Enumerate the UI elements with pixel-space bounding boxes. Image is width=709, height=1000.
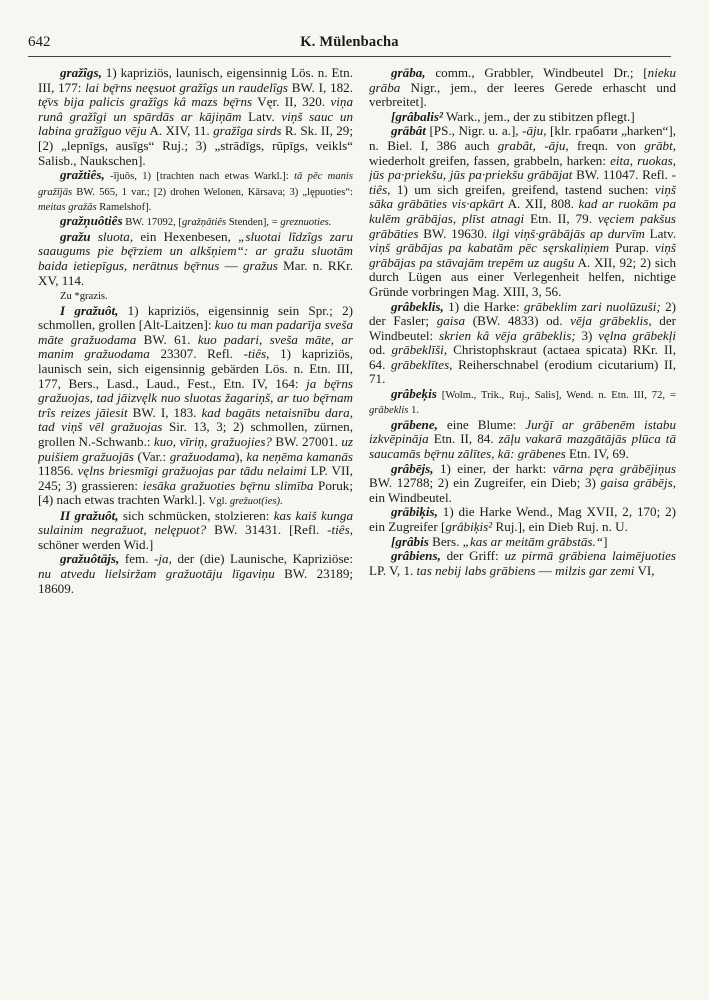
entry-text: tę̄vs bija palicis gražîgs kâ mazs bę̄rns xyxy=(38,94,253,110)
entry-text: sluota, xyxy=(97,228,134,244)
entry-text: grābeklīši, xyxy=(391,342,448,358)
entry-text: gaisa grābējs, xyxy=(600,475,676,491)
entry-text: ka neņēma kamanās xyxy=(246,448,353,464)
entry-text: grābeklītes, xyxy=(391,356,453,372)
entry-text: Bers. xyxy=(428,533,463,549)
entry-text: Vęr. II, 320. xyxy=(252,94,331,110)
entry-text: Jurğī ar grābenēm istabu izkvēpināja xyxy=(369,416,676,447)
entry-text: Purap. xyxy=(609,240,655,256)
entry-text: ein Hexenbesen, xyxy=(133,228,239,244)
entry-headword: grâbējs, xyxy=(391,460,434,476)
entry-text: BW. 27001. xyxy=(271,433,342,449)
entry-text: R. Sk. II, 29; [2) „lepnīgs, ausīgs“ Ruj.; 3) „strādīgs, rūpīgs, veikls“ Salisb., Naukschen]. xyxy=(38,123,353,168)
entry-headword: gražîgs, xyxy=(60,66,102,80)
entry-headword: grābene, xyxy=(391,416,438,432)
entry-text: [PS., Nigr. u. a.], xyxy=(425,123,523,139)
entry-text: tas nebij labs grābiens xyxy=(416,562,536,578)
entry-text: kad bagāts netaisnību dara, tad viņš vēl gražuojas xyxy=(38,404,353,435)
entry-text: vārna pęra grābējiņus xyxy=(552,460,676,476)
entry-text: vēja grābeklis, xyxy=(570,313,652,329)
entry-text: (Var.: xyxy=(133,448,170,464)
entry-text: Etn. II, 84. xyxy=(428,431,499,447)
entry-text: [klr. грабати „harken“], n. Biel. I, 386 auch xyxy=(369,123,676,153)
entry-text: iesāka gražuoties bę̄rnu slimība xyxy=(142,477,314,493)
dictionary-entry xyxy=(369,549,676,578)
entry-text: fem. xyxy=(119,551,155,567)
entry-text: -tiês, xyxy=(327,522,353,538)
entry-headword: grâbeklis, xyxy=(391,298,444,314)
entry-text: Ruj.], ein Dieb Ruj. n. U. xyxy=(492,519,628,535)
entry-text: — xyxy=(219,257,243,273)
header-rule xyxy=(28,56,671,57)
entry-text: Etn. IV, 69. xyxy=(565,446,629,462)
entry-text: A. XII, 92; 2) sich durch Lügen aus einer Verlegenheit helfen, nichtige Gründe vorbringen Mag. XIII, 3, 56. xyxy=(369,254,676,299)
entry-text: A. XIV, 11. xyxy=(146,123,214,139)
entry-text: kuo padari, sveša māte, ar manim gražuodama xyxy=(38,331,353,362)
entry-text: ), xyxy=(235,448,247,464)
entry-text: gražņâtiês xyxy=(181,217,227,229)
entry-text: eine Blume: xyxy=(437,416,526,432)
entry-text: Nigr., jem., der leeres Gerede erhascht und verbreitet]. xyxy=(369,79,676,110)
entry-text: gražîga sirds xyxy=(213,123,282,139)
entry-text: BW. I, 183. xyxy=(127,404,202,420)
entry-text: gražuodama xyxy=(169,448,236,464)
entry-text: 3) xyxy=(575,327,599,343)
dictionary-entry xyxy=(38,66,353,168)
entry-text: 1) die Harke Wend., Mag XVII, 2, 170; 2) ein Zugreifer [ xyxy=(369,504,676,535)
entry-text: tā pēc manis gražījās xyxy=(38,171,353,198)
dictionary-entry xyxy=(369,418,676,462)
entry-text: nu atvedu lielsiržam gražuotāju līgaviņu xyxy=(38,566,275,582)
entry-text: 23307. Refl. xyxy=(149,346,244,362)
entry-text: viņš grābājas pa kabatām pēc sęrskaliņiem xyxy=(369,240,610,256)
entry-text: vęciem pakšus grābāties xyxy=(369,210,676,241)
entry-text: milzis gar zemi xyxy=(555,562,635,578)
entry-text: vęlna grābekļi xyxy=(598,327,676,343)
dictionary-entry xyxy=(369,110,676,125)
entry-text: uz puišiem gražuojās xyxy=(38,433,353,464)
entry-text: Latv. xyxy=(241,108,282,124)
entry-text: -tiês, xyxy=(243,346,270,362)
entry-text: VI, xyxy=(634,562,655,578)
entry-text: grežuot(ies). xyxy=(229,496,283,508)
entry-headword: grâbeķis xyxy=(391,386,437,402)
entry-text: nieku grāba xyxy=(369,66,676,95)
entry-text: kuo, vīriņ, gražuojies? xyxy=(153,433,272,449)
entry-headword: gražtiês, xyxy=(60,167,105,183)
entry-headword: I gražuôt, xyxy=(60,302,119,318)
entry-text: ilgi viņš·grābājās ap durvīm xyxy=(491,225,645,241)
entry-text: vęlns briesmīgi gražuojas par tādu nelaimi xyxy=(77,463,307,479)
entry-text: Mar. n. RKr. XV, 114. xyxy=(38,257,353,288)
entry-text: 11856. xyxy=(38,463,78,479)
entry-text: kuo tu man padarīja sveša māte gražuodama xyxy=(38,317,353,347)
entry-text: 1) einer, der harkt: xyxy=(433,460,553,476)
entry-text: Ramelshof]. xyxy=(96,201,152,213)
entry-text: BW. 61. xyxy=(136,331,198,347)
entry-text: Reiherschnabel (erodium cicutarium) II, 71. xyxy=(369,356,676,387)
entry-text: (BW. 4833) od. xyxy=(465,313,571,329)
dictionary-entry xyxy=(38,304,353,509)
entry-text: BW. 565, 1 var.; [2) drohen Welonen, Kārsava; 3) „lępuoties“: xyxy=(72,186,353,198)
entry-text: grābeklim zari nuolūzuši; xyxy=(523,298,661,314)
dictionary-entry xyxy=(38,288,353,303)
entry-text: sich schmücken, stolzieren: xyxy=(118,507,274,523)
entry-text: viņš sāka grābāties vis·apkārt xyxy=(369,181,676,212)
entry-text: der Windbeutel: xyxy=(369,313,676,343)
entry-text: meitas gražās xyxy=(38,201,97,213)
entry-text: ] xyxy=(603,533,608,549)
entry-text: freqn. von xyxy=(568,137,645,153)
entry-text: wiederholt greifen, fassen, grabbeln, harken: xyxy=(369,152,611,168)
entry-text: skrien kâ vēja grābeklis; xyxy=(439,327,576,343)
entry-text: 1) kapriziös, eigensinnig sein Spr.; 2) schmollen, grollen [Alt-Laitzen]: xyxy=(38,302,353,333)
dictionary-entry xyxy=(369,535,676,550)
entry-text: — xyxy=(535,562,556,578)
left-column xyxy=(38,66,353,991)
entry-text: BW. 17092, [ xyxy=(122,217,182,229)
entry-text: comm., Grabbler, Windbeutel Dr.; [ xyxy=(425,66,648,80)
entry-text: 1) um sich greifen, greifend, tastend suchen: xyxy=(390,181,655,197)
entry-text: Etn. II, 79. xyxy=(524,210,598,226)
entry-text: -tiês, xyxy=(369,167,676,197)
entry-headword: grābiķis, xyxy=(391,504,438,520)
entry-text: 1. xyxy=(408,405,420,417)
entry-text: grābt, xyxy=(644,137,676,153)
entry-text xyxy=(91,229,98,244)
page-number: 642 xyxy=(28,34,51,50)
entry-text: der (die) Launische, Kapriziöse: xyxy=(171,551,353,567)
entry-text: gražus xyxy=(242,257,278,273)
dictionary-entry xyxy=(38,509,353,553)
entry-text: grâbiķis² xyxy=(445,519,493,535)
dictionary-entry xyxy=(369,66,676,110)
entry-headword: gražuôtājs, xyxy=(60,551,120,567)
entry-text: BW. 11047. Refl. xyxy=(572,167,672,183)
entry-text: Wark., jem., der zu stibitzen pflegt.] xyxy=(442,108,635,124)
entry-text: kad ar ruokām pa kulēm grābājas, plīst atnagi xyxy=(369,196,676,226)
entry-headword: grābât xyxy=(391,123,426,139)
entry-text: grābeklis xyxy=(369,405,409,417)
entry-text: der Griff: xyxy=(440,548,505,564)
dictionary-entry xyxy=(38,168,353,214)
entry-text: ein Windbeutel. xyxy=(369,489,452,505)
entry-text: grabât, -āju, xyxy=(497,137,569,153)
running-head: K. Mülenbacha xyxy=(300,34,399,50)
entry-text: gaisa xyxy=(436,313,466,329)
entry-text: „kas ar meitām grābstās.“ xyxy=(462,533,604,549)
entry-text: 2) der Fasler; xyxy=(369,298,676,329)
entry-text: zāļu vakarā mazgātājās plūca tā saucamās bę̄rnu zālītes, kā: grābenes xyxy=(369,431,676,462)
entry-text: viņa runâ gražîgi un spārdās ar kājiņām xyxy=(38,94,353,124)
dictionary-entry xyxy=(38,230,353,288)
entry-text: -ja, xyxy=(154,551,172,567)
entry-text: Zu *grazis. xyxy=(60,291,108,303)
dictionary-entry xyxy=(369,124,676,299)
entry-text: -ījuôs, 1) [trachten nach etwas Warkl.]: xyxy=(104,171,295,183)
entry-text: LP. V, 1. xyxy=(369,562,417,578)
entry-text: Poruk; [4) nach etwas trachten Warkl.]. xyxy=(38,477,353,508)
entry-text: kas kaiš kunga sulainim negražuot, nelępuot? xyxy=(38,507,353,538)
entry-text: BW. 23189; 18609. xyxy=(38,566,353,596)
entry-headword: gražu xyxy=(60,228,91,244)
entry-text: Christophskraut (actaea spicata) RKr. II, 64. xyxy=(369,342,676,372)
entry-text: [Wolm., Trik., Ruj., Salis], Wend. n. Etn. III, 72, = xyxy=(436,390,676,402)
entry-text: eita, ruokas, jūs pa·priekšu, jūs pa·priekšu grābājat xyxy=(369,152,676,183)
entry-text: lai bę̄rns neęsuot gražîgs un raudelîgs xyxy=(85,79,288,95)
entry-headword: [grâbalis² xyxy=(391,108,443,124)
entry-text: BW. 31431. [Refl. xyxy=(206,522,328,538)
entry-text: 1) die Harke: xyxy=(443,298,524,314)
entry-headword: II gražuôt, xyxy=(60,507,119,523)
entry-headword: grāba, xyxy=(391,66,426,80)
dictionary-entry xyxy=(369,462,676,506)
entry-text: viņš sauc un labina gražîguo vēju xyxy=(38,108,353,139)
dictionary-entry xyxy=(369,505,676,534)
dictionary-entry xyxy=(369,300,676,388)
right-column xyxy=(369,66,676,991)
dictionary-entry xyxy=(369,387,676,418)
entry-text: Sir. 13, 3; 2) schmollen, zürnen, grollen N.-Schwanb.: xyxy=(38,419,353,449)
entry-text: od. xyxy=(369,342,392,358)
entry-text: BW. I, 182. xyxy=(288,79,353,95)
entry-text: LP. VII, 245; 3) grassieren: xyxy=(38,463,353,493)
entry-text: BW. 19630. xyxy=(418,225,492,241)
entry-text: A. XII, 808. xyxy=(503,196,579,212)
entry-text: 1) kapriziös, launisch sein, sich eigensinnig gebärden Lös. n. Etn. III, 177, Bers., Lasd., Laud., Fest., Etn. IV, 164: xyxy=(38,346,353,391)
entry-text: Stenden], = xyxy=(226,217,281,229)
entry-text: 1) kapriziös, launisch, eigensinnig Lös. n. Etn. III, 177: xyxy=(38,66,353,95)
dictionary-entry xyxy=(38,214,353,229)
entry-text: BW. 12788; 2) ein Zugreifer, ein Dieb; 3) xyxy=(369,475,601,491)
entry-headword: grâbiens, xyxy=(391,548,441,564)
entry-text: uz pirmā grābiena laimējuoties xyxy=(504,548,676,564)
entry-text: ja bę̄rns gražuojas, tad jāizvęlk nuo sluotas žagariņš, ar tuo bę̄rnam trîs reizes jāiesit xyxy=(38,375,353,420)
entry-headword: [grâbis xyxy=(391,533,429,549)
entry-text: greznuoties. xyxy=(280,217,332,229)
entry-text: viņš grābājas pa stāvajām trepēm uz augšu xyxy=(369,240,676,270)
entry-headword: gražņuôtiês xyxy=(60,213,123,229)
entry-text: „sluotai lîdzîgs zaru saaugums pie bę̄rziem un alkšņiem“: ar gražu sluotām baida ietiepīgus, nerātnus bę̄rnus xyxy=(38,228,353,273)
page-header xyxy=(28,34,671,56)
dictionary-entry xyxy=(38,552,353,596)
entry-text: -āju, xyxy=(522,123,547,139)
entry-text: Latv. xyxy=(644,225,676,241)
entry-text: schöner werden Wid.] xyxy=(38,536,154,552)
entry-text: Vgl. xyxy=(208,496,230,508)
